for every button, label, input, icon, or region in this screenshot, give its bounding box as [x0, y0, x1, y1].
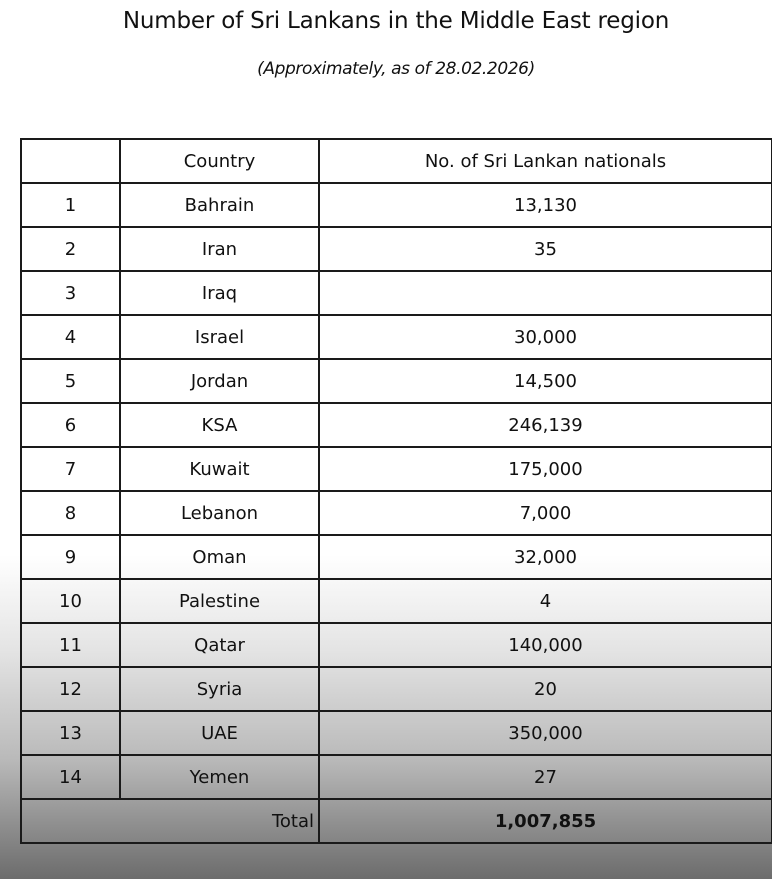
- row-number: 6: [21, 403, 120, 447]
- row-number: 7: [21, 447, 120, 491]
- table-row: [21, 359, 772, 403]
- nationals-cell: 32,000: [319, 535, 772, 579]
- total-row: [21, 799, 772, 843]
- row-number: 12: [21, 667, 120, 711]
- country-cell: Yemen: [120, 755, 319, 799]
- table-row: [21, 579, 772, 623]
- table-row: [21, 491, 772, 535]
- table-row: [21, 711, 772, 755]
- table-row: [21, 623, 772, 667]
- country-cell: Qatar: [120, 623, 319, 667]
- nationals-cell: 13,130: [319, 183, 772, 227]
- row-number: 14: [21, 755, 120, 799]
- table-row: [21, 315, 772, 359]
- table-row: [21, 535, 772, 579]
- table-row: [21, 227, 772, 271]
- row-number: 1: [21, 183, 120, 227]
- row-number: 9: [21, 535, 120, 579]
- country-cell: Palestine: [120, 579, 319, 623]
- country-cell: Oman: [120, 535, 319, 579]
- row-number: 2: [21, 227, 120, 271]
- row-number: 13: [21, 711, 120, 755]
- nationals-cell: 35: [319, 227, 772, 271]
- nationals-cell: 350,000: [319, 711, 772, 755]
- country-cell: Israel: [120, 315, 319, 359]
- table-row: [21, 755, 772, 799]
- nationals-cell: 246,139: [319, 403, 772, 447]
- country-cell: Syria: [120, 667, 319, 711]
- header-nationals: No. of Sri Lankan nationals: [319, 139, 772, 183]
- nationals-cell: 175,000: [319, 447, 772, 491]
- total-label: Total: [120, 799, 319, 843]
- nationals-cell: 7,000: [319, 491, 772, 535]
- header-number: [21, 139, 120, 183]
- nationals-cell: [319, 271, 772, 315]
- country-cell: Iraq: [120, 271, 319, 315]
- country-cell: Bahrain: [120, 183, 319, 227]
- row-number: 5: [21, 359, 120, 403]
- country-cell: KSA: [120, 403, 319, 447]
- table-row: [21, 403, 772, 447]
- country-cell: UAE: [120, 711, 319, 755]
- nationals-cell: 140,000: [319, 623, 772, 667]
- country-cell: Kuwait: [120, 447, 319, 491]
- table-row: [21, 183, 772, 227]
- table-row: [21, 667, 772, 711]
- country-cell: Jordan: [120, 359, 319, 403]
- row-number: 3: [21, 271, 120, 315]
- page-title: Number of Sri Lankans in the Middle East region: [122, 8, 670, 34]
- row-number: 8: [21, 491, 120, 535]
- country-cell: Iran: [120, 227, 319, 271]
- nationals-cell: 30,000: [319, 315, 772, 359]
- table-row: [21, 271, 772, 315]
- nationals-cell: 4: [319, 579, 772, 623]
- nationals-table: [20, 138, 772, 844]
- total-value: 1,007,855: [319, 799, 772, 843]
- row-number: 11: [21, 623, 120, 667]
- page-subtitle: (Approximately, as of 28.02.2026): [257, 59, 535, 79]
- nationals-cell: 27: [319, 755, 772, 799]
- nationals-cell: 20: [319, 667, 772, 711]
- country-cell: Lebanon: [120, 491, 319, 535]
- header-country: Country: [120, 139, 319, 183]
- table-row: [21, 447, 772, 491]
- total-blank-cell: [21, 799, 120, 843]
- row-number: 10: [21, 579, 120, 623]
- row-number: 4: [21, 315, 120, 359]
- header-row: [21, 139, 772, 183]
- nationals-cell: 14,500: [319, 359, 772, 403]
